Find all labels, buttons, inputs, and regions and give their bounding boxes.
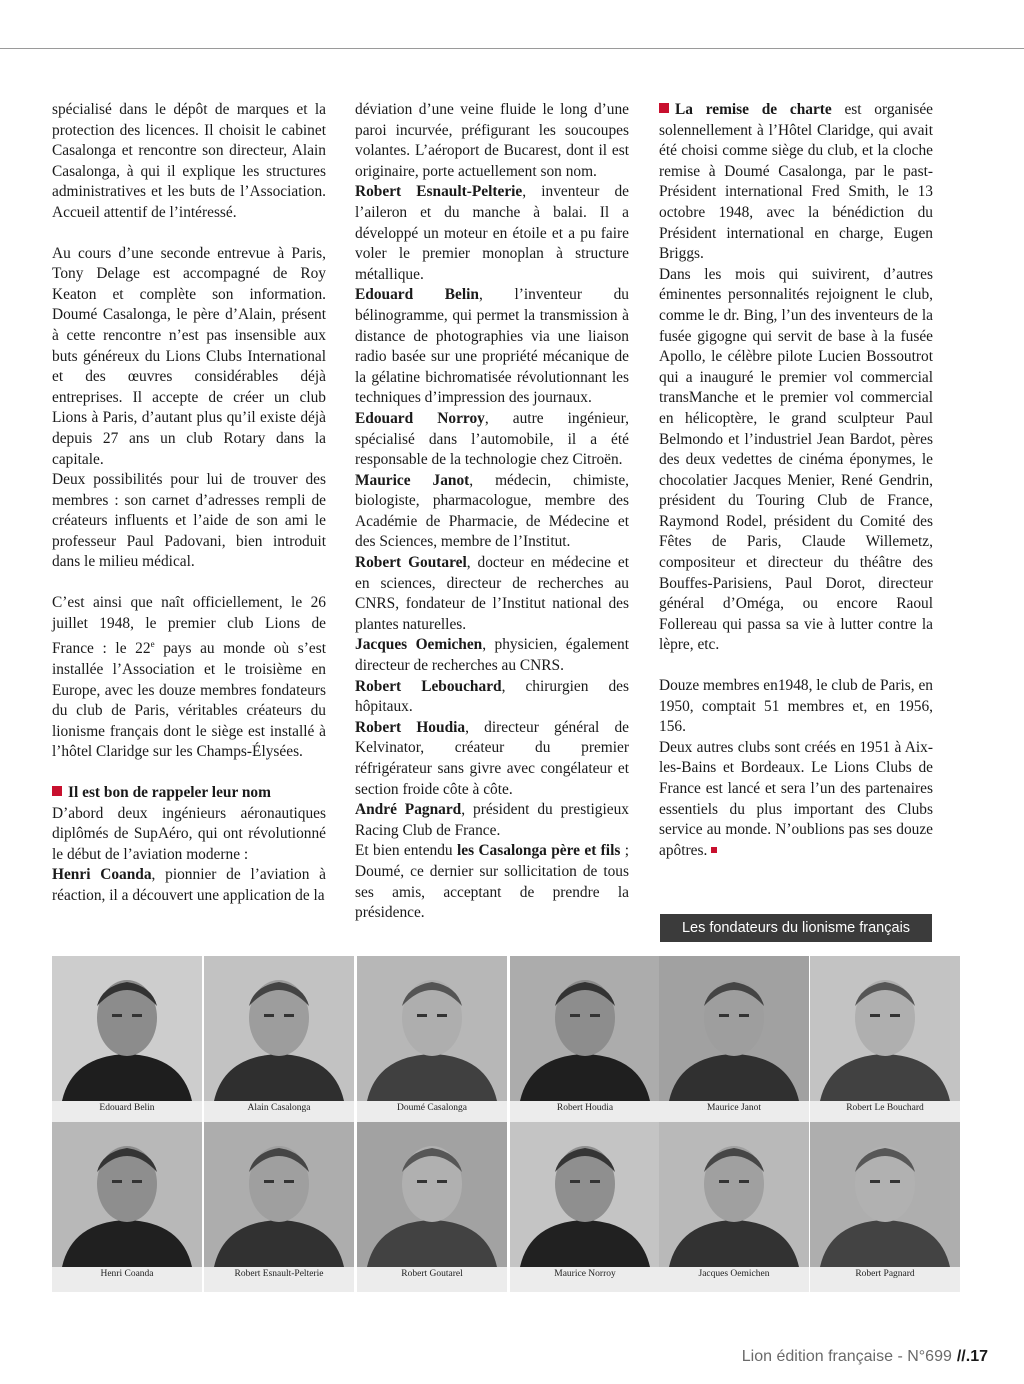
photo-name-label: Robert Goutarel [401, 1269, 463, 1279]
founder-photo [810, 956, 960, 1126]
paragraph: Deux possibilités pour lui de trouver des membres : son carnet d’adresses rempli de créateurs influents et l’aide de son ami le professeur Paul Padovani, bien introduit dans le milieu médical. [52, 471, 326, 571]
article-column-2 [355, 100, 629, 924]
portrait-image [204, 956, 354, 1101]
founder-entry: Jacques Oemichen, physicien, également directeur de recherches au CNRS. [355, 636, 629, 675]
founder-photo [510, 1122, 660, 1292]
page-footer [742, 1348, 988, 1366]
founder-photo [810, 1122, 960, 1292]
footer-separator: // [956, 1348, 966, 1365]
founder-photo [357, 1122, 507, 1292]
paragraph: Dans les mois qui suivirent, d’autres éminentes personnalités rejoignent le club, comme le dr. Bing, l’un des inventeurs de la fusée gigogne qui servit de base à la fusée Apollo, le célèbre pilote Lucien Bossoutrot qui a inauguré le premier vol commercial transManche et le premier vol commercial en hélicoptère, le grand sculpteur Paul Belmondo et l’industriel Jean Bardot, pères des deux vedettes de cinéma éponymes, le chocolatier Jacques Menier, René Gendrin, président du Touring Club de France, Raymond Rodel, président du Comité des Fêtes de Paris, Claude Willemetz, compositeur et directeur du théâtre des Bouffes-Parisiens, Paul Dorot, directeur général d’Oméga, ou encore Raoul Follereau qui passa sa vie à lutter contre la lèpre, etc. [659, 265, 933, 654]
founder-entry: Robert Esnault-Pelterie, inventeur de l’aileron et du manche à balai. Il a développé un moteur en étoile et a pu faire voler le premier monoplan à structure métallique. [355, 183, 629, 283]
photo-name-label: Robert Pagnard [855, 1269, 915, 1279]
section-heading: Il est bon de rappeler leur nom [52, 783, 326, 804]
paragraph: C’est ainsi que naît officiellement, le 26 juillet 1948, le premier club Lions de France : le 22e pays au monde où s’est installée l’Association et le troisième en Europe, avec les douze membres fondateurs du club de Paris, véritables créateurs du lionisme français dont le siège est installé à l’hôtel Claridge sur les Champs-Élysées. [52, 594, 326, 761]
portrait-image [52, 1122, 202, 1267]
founder-photo [659, 1122, 809, 1292]
article-column-1 [52, 100, 326, 907]
red-square-bullet-icon [659, 103, 669, 113]
paragraph: Deux autres clubs sont créés en 1951 à Aix-les-Bains et Bordeaux. Le Lions Clubs de France est lancé et sera l’un des partenaires essentiels du plus important des Clubs service au monde. N’oublions pas ses douze apôtres. [659, 738, 933, 859]
photo-name-label: Maurice Janot [706, 1103, 762, 1113]
photo-name-label: Edouard Belin [99, 1103, 155, 1113]
paragraph: Douze membres en1948, le club de Paris, en 1950, comptait 51 membres et, en 1956, 156. [659, 677, 933, 736]
founder-entry: Edouard Norroy, autre ingénieur, spécialisé dans l’automobile, il a été responsable de la technologie chez Citroën. [355, 409, 629, 469]
founder-photo [510, 956, 660, 1126]
founder-entry: Edouard Belin, l’inventeur du bélinogramme, qui permet la transmission à distance de photographies via une liaison radio basée sur une propriété mécanique de la gélatine bichromatisée révolutionnant les techniques d’impression des journaux. [355, 286, 629, 407]
founder-entry: Robert Goutarel, docteur en médecine et en sciences, directeur de recherches au CNRS, fondateur de l’Institut national des plantes naturelles. [355, 554, 630, 633]
founder-photo [659, 956, 809, 1126]
portrait-image [510, 956, 660, 1101]
paragraph: Henri Coanda, pionnier de l’aviation à réaction, il a découvert une application de la [52, 866, 326, 904]
photo-name-label: Doumé Casalonga [397, 1103, 467, 1113]
photo-name-label: Henri Coanda [100, 1269, 154, 1279]
photo-caption: Les fondateurs du lionisme français [660, 914, 932, 942]
portrait-image [659, 956, 809, 1101]
portrait-image [510, 1122, 660, 1267]
paragraph: Et bien entendu les Casalonga père et fils ; Doumé, ce dernier sur sollicitation de tous ses amis, acceptant de prendre la présidence. [355, 842, 629, 922]
portrait-image [204, 1122, 354, 1267]
founder-photo [204, 956, 354, 1126]
photo-name-label: Robert Esnault-Pelterie [234, 1269, 324, 1279]
portrait-image [357, 1122, 507, 1267]
red-square-bullet-icon [52, 786, 62, 796]
portrait-image [810, 1122, 960, 1267]
founder-photo [52, 1122, 202, 1292]
paragraph: D’abord deux ingénieurs aéronautiques diplômés de SupAéro, qui ont révolutionné le début de l’aviation moderne : [52, 804, 326, 863]
publication-name: Lion édition française - N°699 [741, 1348, 952, 1365]
portrait-image [659, 1122, 809, 1267]
founder-entry: Robert Houdia, directeur général de Kelvinator, créateur du premier réfrigérateur sans givre avec congélateur et section froide côte à côte. [355, 718, 630, 798]
founder-entry: André Pagnard, président du prestigieux Racing Club de France. [355, 801, 629, 839]
paragraph: spécialisé dans le dépôt de marques et la protection des licences. Il choisit le cabinet Casalonga et rencontre son directeur, Alain Casalonga, à qui il explique les structures administratives et les buts de l’Association. Accueil attentif de l’intéressé. [52, 101, 326, 221]
founder-entry: Robert Lebouchard, chirurgien des hôpitaux. [355, 677, 629, 716]
paragraph: Au cours d’une seconde entrevue à Paris, Tony Delage est accompagné de Roy Keaton et complète son information. Doumé Casalonga, le père d’Alain, présent à cette rencontre n’est pas insensible aux buts généreux du Lions Clubs International et des œuvres considérables déjà entreprises. Il accepte de créer un club Lions à Paris, d’autant plus qu’il existe déjà depuis 27 ans un club Rotary dans la capitale. [52, 244, 326, 468]
founder-entry: Maurice Janot, médecin, chimiste, biologiste, pharmacologue, membre des Académie de Pharmacie, de Médecine et des Sciences, membre de l’Institut. [355, 471, 629, 551]
paragraph: déviation d’une veine fluide le long d’une paroi incurvée, préfigurant les soucoupes volantes. L’aéroport de Bucarest, dont il est originaire, porte actuellement son nom. [355, 101, 629, 180]
founder-photo [204, 1122, 354, 1292]
top-rule [0, 48, 1024, 49]
portrait-image [357, 956, 507, 1101]
page-number: .17 [965, 1348, 988, 1365]
founder-photo [357, 956, 507, 1126]
photo-name-label: Robert Le Bouchard [846, 1103, 924, 1113]
end-mark-icon [711, 847, 717, 853]
founder-photo [52, 956, 202, 1126]
photo-name-label: Jacques Oemichen [698, 1269, 770, 1279]
portrait-image [52, 956, 202, 1101]
photo-name-label: Maurice Norroy [554, 1269, 616, 1279]
photo-name-label: Robert Houdia [556, 1103, 614, 1113]
article-column-3 [659, 100, 933, 861]
photo-name-label: Alain Casalonga [247, 1103, 311, 1113]
paragraph: La remise de charte est organisée solennellement à l’Hôtel Claridge, qui avait été choisi comme siège du club, et la cloche remise à Doumé Casalonga, par le past-Président international Fred Smith, le 13 octobre 1948, avec la bénédiction du Président international en charge, Eugen Briggs. [659, 101, 933, 263]
portrait-image [810, 956, 960, 1101]
